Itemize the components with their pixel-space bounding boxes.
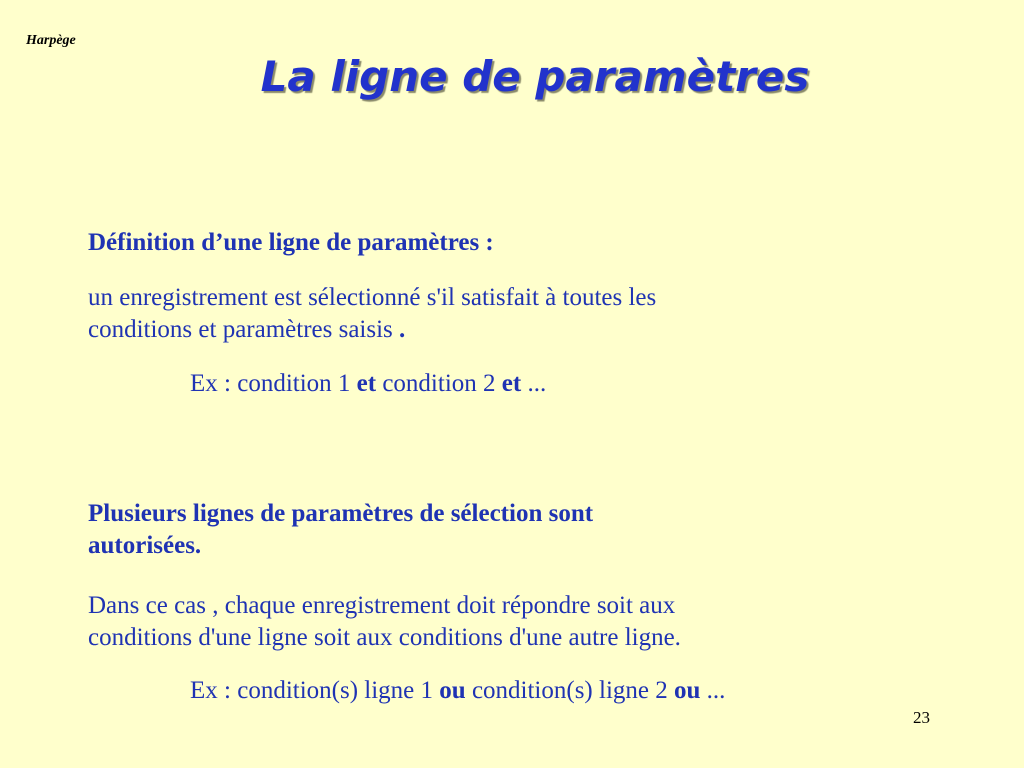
example2-keyword-2: ou	[674, 677, 701, 704]
brand-label: Harpège	[26, 33, 76, 48]
example2-part-c: ...	[700, 677, 726, 704]
definition-text-period: .	[399, 316, 406, 343]
multiple-text-line1: Dans ce cas , chaque enregistrement doit répondre soit aux	[88, 592, 676, 619]
definition-text	[88, 282, 928, 346]
example1-part-b: condition 2	[376, 370, 502, 397]
slide-title: La ligne de paramètres	[260, 52, 810, 101]
page-number: 23	[913, 708, 930, 727]
example2-part-a: Ex : condition(s) ligne 1	[190, 677, 440, 704]
definition-section	[88, 227, 928, 259]
multiple-lines-text	[88, 590, 928, 654]
multiple-heading-line1: Plusieurs lignes de paramètres de sélection sont	[88, 500, 594, 527]
definition-text-line1: un enregistrement est sélectionné s'il satisfait à toutes les	[88, 284, 657, 311]
example2-part-b: condition(s) ligne 2	[465, 677, 674, 704]
example1-keyword-2: et	[501, 370, 522, 397]
multiple-lines-section	[88, 498, 928, 562]
definition-text-line2-main: conditions et paramètres saisis	[88, 316, 400, 343]
example2-keyword-1: ou	[439, 677, 466, 704]
multiple-text-line2: conditions d'une ligne soit aux conditions d'une autre ligne.	[88, 624, 681, 651]
example1-keyword-1: et	[356, 370, 377, 397]
definition-text-line2	[88, 314, 928, 346]
multiple-heading-line2: autorisées.	[88, 532, 202, 559]
example1-part-a: Ex : condition 1	[190, 370, 357, 397]
example1-part-c: ...	[521, 370, 547, 397]
multiple-example	[190, 675, 725, 707]
definition-heading: Définition d’une ligne de paramètres :	[88, 229, 494, 256]
definition-example	[190, 368, 546, 400]
